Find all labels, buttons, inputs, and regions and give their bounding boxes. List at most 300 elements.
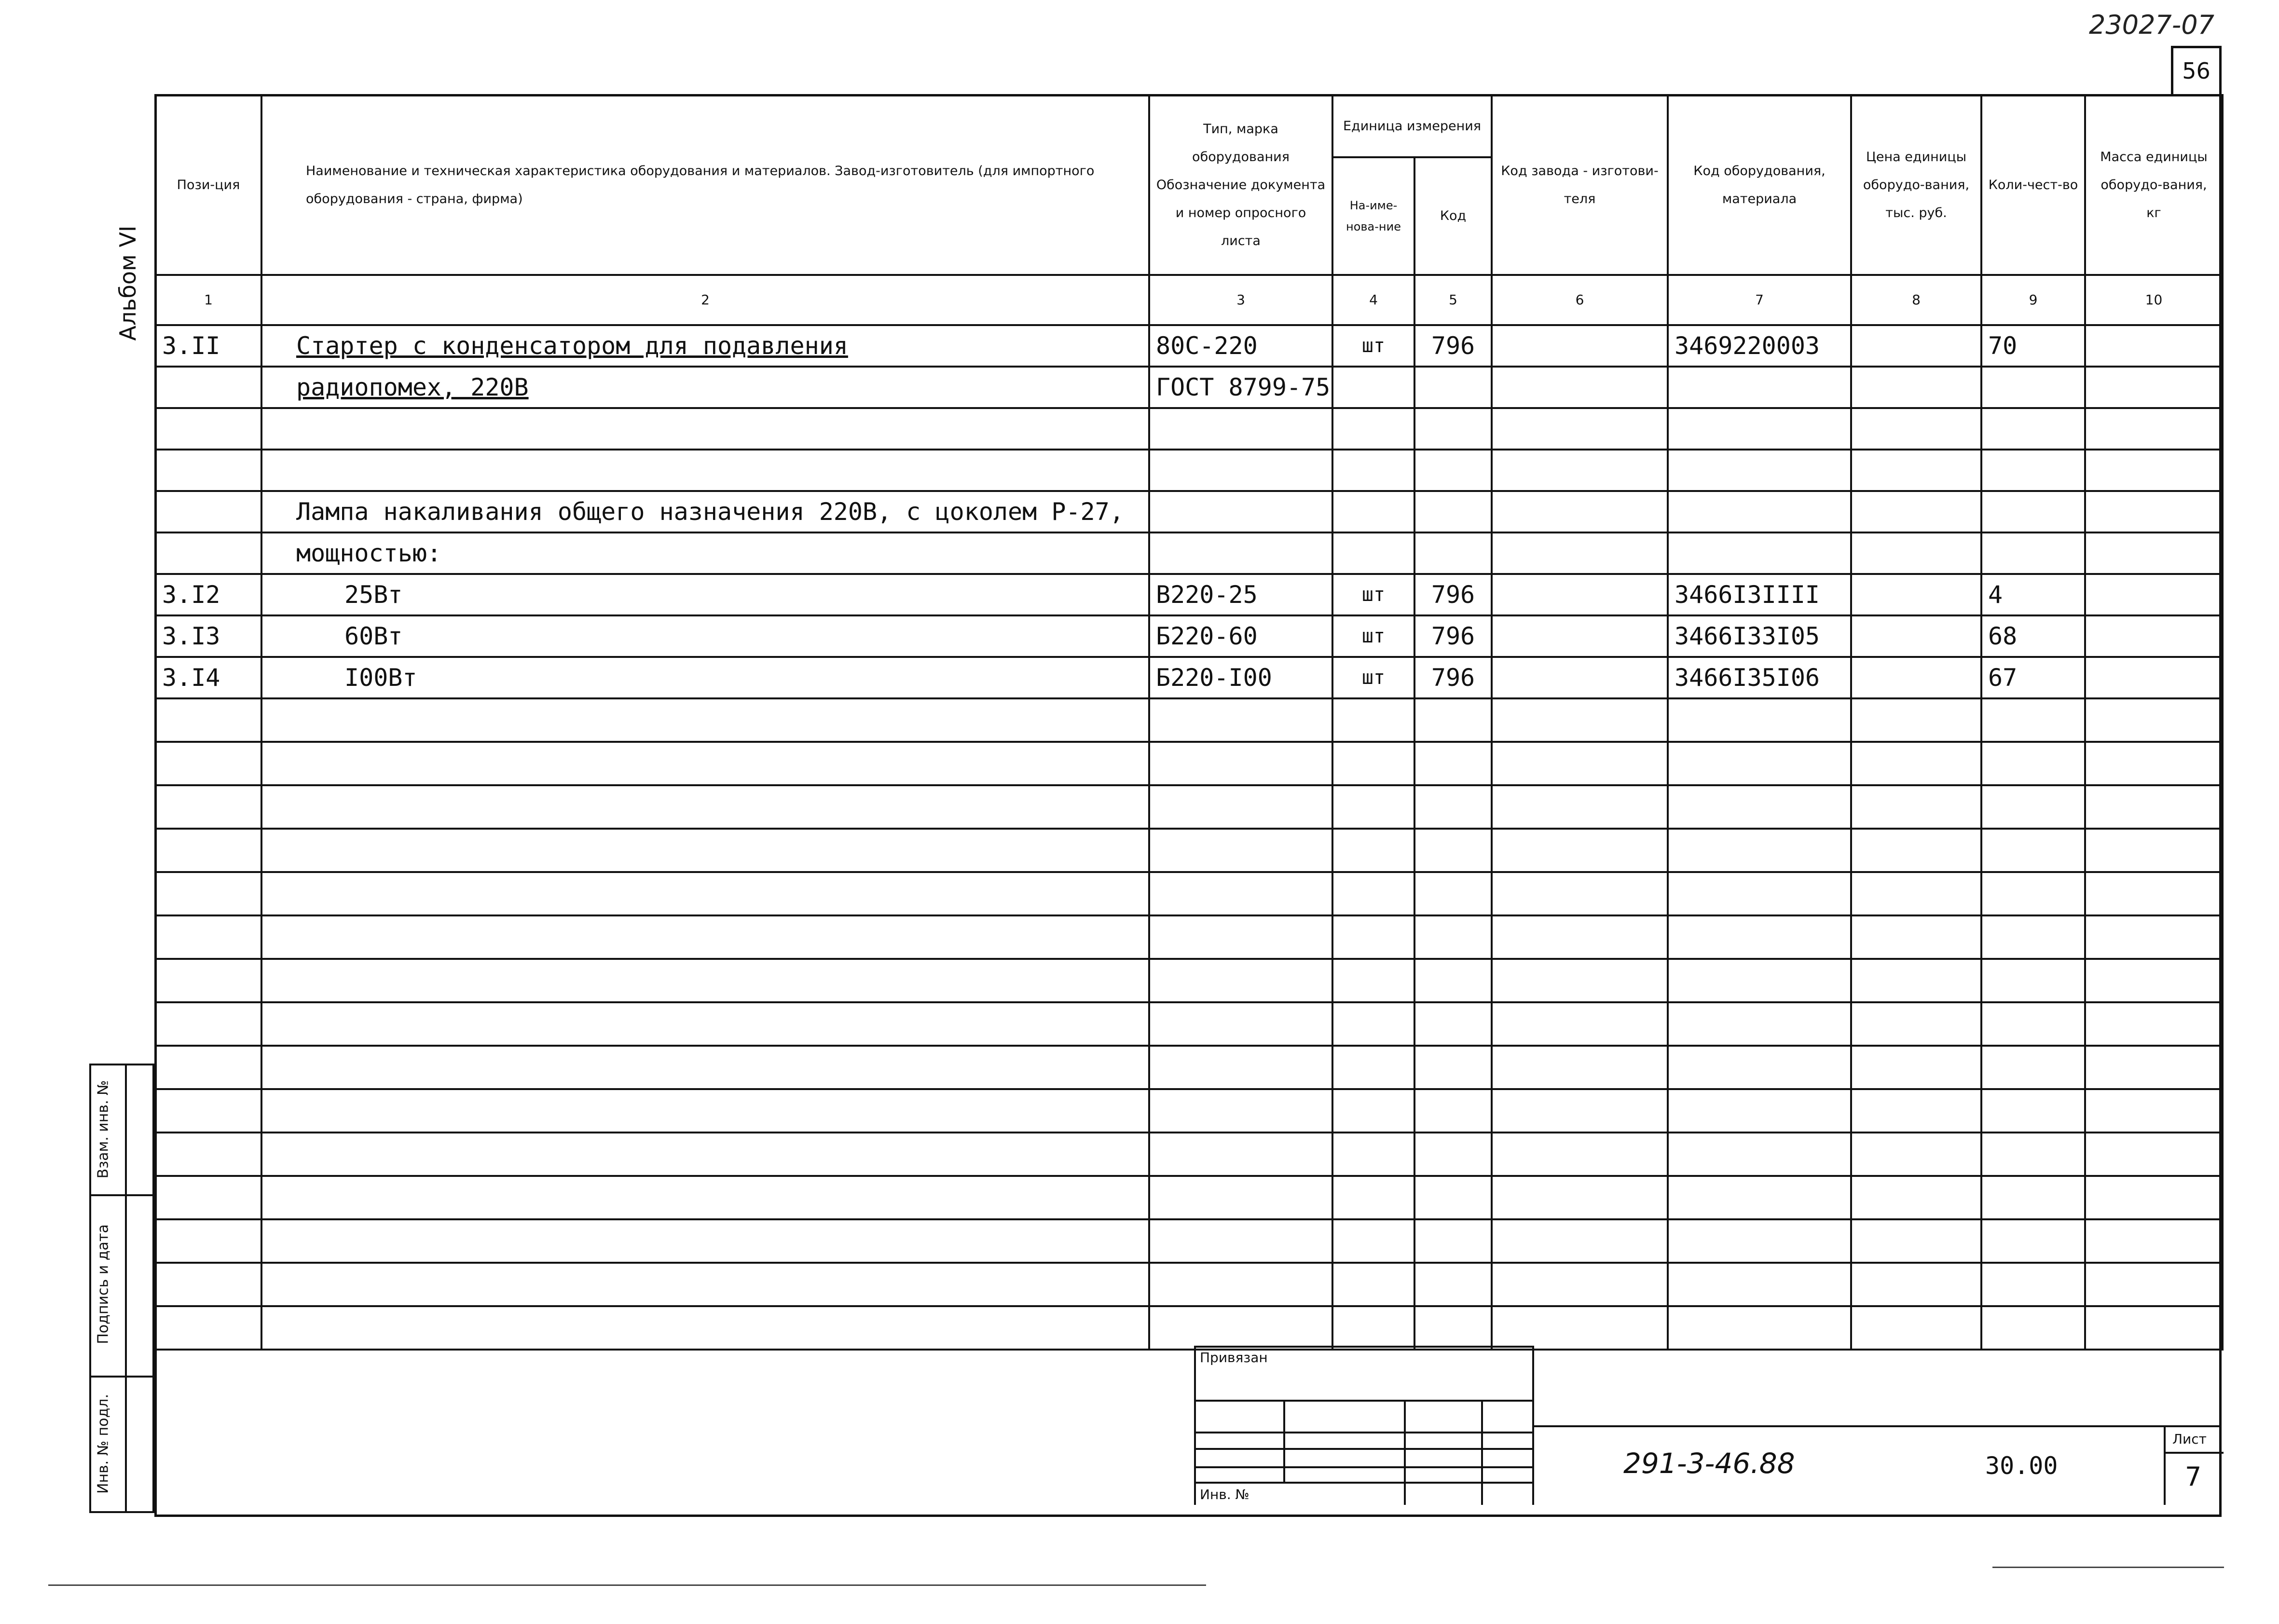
album-label: Альбом VI — [115, 225, 141, 341]
cell-empty — [1414, 872, 1492, 915]
cell-qty: 4 — [1981, 574, 2085, 615]
col-number: 10 — [2085, 275, 2223, 325]
cell-empty — [1981, 1219, 2085, 1263]
col-header-name: Наименование и техническая характеристика оборудования и материалов. Завод-изготовитель (для импортного оборудования - страна, фирма) — [261, 95, 1149, 275]
cell-empty — [1668, 959, 1851, 1002]
cell-mass — [2085, 408, 2223, 450]
cell-unit-code — [1414, 450, 1492, 491]
cell-empty — [1851, 785, 1981, 829]
cell-empty — [1149, 1133, 1332, 1176]
cell-empty — [155, 1176, 261, 1219]
cell-empty — [1332, 785, 1414, 829]
cell-empty — [1981, 829, 2085, 872]
cell-empty — [1668, 872, 1851, 915]
list-number: 7 — [2185, 1461, 2202, 1492]
cell-unit — [1332, 491, 1414, 532]
cell-empty — [1414, 742, 1492, 785]
table-row — [155, 532, 2223, 574]
cell-empty — [261, 959, 1149, 1002]
cell-empty — [155, 1002, 261, 1046]
cell-factory-code — [1492, 532, 1668, 574]
cell-empty — [1492, 1176, 1668, 1219]
cell-price — [1851, 615, 1981, 657]
cell-empty — [1414, 829, 1492, 872]
cell-mass — [2085, 491, 2223, 532]
cell-factory-code — [1492, 574, 1668, 615]
cell-mass — [2085, 615, 2223, 657]
privyazan-box — [1194, 1346, 1534, 1505]
cell-empty — [1149, 742, 1332, 785]
table-row-blank — [155, 872, 2223, 915]
cell-empty — [1668, 1089, 1851, 1133]
cell-unit-code — [1414, 408, 1492, 450]
cell-empty — [1851, 1089, 1981, 1133]
table-row — [155, 574, 2223, 615]
cell-type: 80С-220 — [1149, 325, 1332, 367]
cell-factory-code — [1492, 657, 1668, 698]
cell-empty — [155, 1219, 261, 1263]
cell-empty — [1332, 1133, 1414, 1176]
col-number: 5 — [1414, 275, 1492, 325]
margin-podpis — [89, 1194, 154, 1378]
cell-empty — [1981, 1089, 2085, 1133]
cell-name: Стартер с конденсатором для подавления — [261, 325, 1149, 367]
col-header-qty: Коли-чест-во — [1981, 95, 2085, 275]
cell-empty — [261, 872, 1149, 915]
table-row-blank — [155, 1133, 2223, 1176]
cell-empty — [1981, 915, 2085, 959]
cell-pos — [155, 367, 261, 408]
table-row-blank — [155, 1089, 2223, 1133]
cell-empty — [1414, 1306, 1492, 1350]
cell-empty — [261, 1306, 1149, 1350]
cell-mass — [2085, 532, 2223, 574]
cell-empty — [1668, 785, 1851, 829]
cell-empty — [1851, 872, 1981, 915]
cell-qty: 67 — [1981, 657, 2085, 698]
table-row-blank — [155, 915, 2223, 959]
cell-empty — [1149, 1002, 1332, 1046]
cell-type: Б220-60 — [1149, 615, 1332, 657]
cell-equip-code — [1668, 367, 1851, 408]
cell-empty — [155, 1046, 261, 1089]
sheet-number: 56 — [2182, 58, 2210, 84]
cell-equip-code: 3466I35I06 — [1668, 657, 1851, 698]
cell-qty — [1981, 532, 2085, 574]
cell-empty — [261, 1002, 1149, 1046]
cell-empty — [1668, 829, 1851, 872]
cell-unit-code: 796 — [1414, 657, 1492, 698]
cell-type — [1149, 491, 1332, 532]
cell-empty — [155, 829, 261, 872]
margin-inv-podl — [89, 1376, 154, 1513]
cell-price — [1851, 532, 1981, 574]
cell-empty — [1668, 1263, 1851, 1306]
cell-qty — [1981, 367, 2085, 408]
cell-pos — [155, 450, 261, 491]
col-number: 8 — [1851, 275, 1981, 325]
cell-empty — [1149, 1263, 1332, 1306]
col-number: 3 — [1149, 275, 1332, 325]
cell-empty — [1492, 1219, 1668, 1263]
table-row — [155, 408, 2223, 450]
cell-empty — [1414, 1176, 1492, 1219]
cell-empty — [2085, 1263, 2223, 1306]
table-row-blank — [155, 1046, 2223, 1089]
cell-empty — [261, 1133, 1149, 1176]
cell-empty — [1981, 1002, 2085, 1046]
cell-unit-code — [1414, 491, 1492, 532]
cell-empty — [1492, 1089, 1668, 1133]
cell-factory-code — [1492, 491, 1668, 532]
cell-name: Лампа накаливания общего назначения 220В, с цоколем Р-27, — [261, 491, 1149, 532]
table-row-blank — [155, 785, 2223, 829]
cell-empty — [155, 1133, 261, 1176]
cell-equip-code — [1668, 491, 1851, 532]
bottom-rule-right — [1992, 1567, 2224, 1568]
cell-unit — [1332, 450, 1414, 491]
col-number: 1 — [155, 275, 261, 325]
cell-empty — [1414, 959, 1492, 1002]
cell-empty — [1149, 959, 1332, 1002]
doc-code: 291-3-46.88 — [1623, 1447, 1795, 1480]
cell-pos: 3.I2 — [155, 574, 261, 615]
table-row — [155, 325, 2223, 367]
col-number: 2 — [261, 275, 1149, 325]
cell-empty — [261, 1263, 1149, 1306]
cell-empty — [1981, 1046, 2085, 1089]
cell-empty — [2085, 1306, 2223, 1350]
cell-mass — [2085, 325, 2223, 367]
cell-qty — [1981, 408, 2085, 450]
cell-empty — [1149, 1089, 1332, 1133]
cell-empty — [155, 742, 261, 785]
cell-equip-code — [1668, 450, 1851, 491]
cell-empty — [1332, 1306, 1414, 1350]
cell-unit — [1332, 532, 1414, 574]
cell-equip-code: 3466I33I05 — [1668, 615, 1851, 657]
cell-type: В220-25 — [1149, 574, 1332, 615]
cell-unit-code — [1414, 367, 1492, 408]
cell-empty — [1492, 959, 1668, 1002]
margin-vzam-label: Взам. инв. № — [95, 1080, 112, 1179]
cell-empty — [1668, 698, 1851, 742]
cell-factory-code — [1492, 450, 1668, 491]
cell-empty — [261, 1089, 1149, 1133]
cell-price — [1851, 450, 1981, 491]
cell-empty — [1332, 698, 1414, 742]
cell-empty — [1492, 1263, 1668, 1306]
cell-empty — [1851, 959, 1981, 1002]
cell-equip-code: 3469220003 — [1668, 325, 1851, 367]
cell-pos — [155, 532, 261, 574]
cell-equip-code: 3466I3IIII — [1668, 574, 1851, 615]
col-number: 9 — [1981, 275, 2085, 325]
cell-empty — [2085, 1089, 2223, 1133]
table-row — [155, 491, 2223, 532]
cell-price — [1851, 367, 1981, 408]
col-header-factory-code: Код завода - изготови-теля — [1492, 95, 1668, 275]
cell-unit: шт — [1332, 325, 1414, 367]
column-numbers-row — [155, 275, 2223, 325]
cell-pos: 3.II — [155, 325, 261, 367]
cell-empty — [1414, 698, 1492, 742]
cell-empty — [1668, 742, 1851, 785]
cell-empty — [1149, 829, 1332, 872]
cell-empty — [1981, 1176, 2085, 1219]
album-label-wrap — [104, 203, 152, 362]
cell-empty — [1668, 1176, 1851, 1219]
cell-unit-code — [1414, 532, 1492, 574]
cell-empty — [1332, 1219, 1414, 1263]
cell-empty — [1149, 1219, 1332, 1263]
doc-section: 30.00 — [1985, 1452, 2058, 1480]
cell-empty — [261, 785, 1149, 829]
specification-table — [154, 94, 2224, 1351]
cell-price — [1851, 574, 1981, 615]
cell-empty — [1851, 829, 1981, 872]
cell-mass — [2085, 450, 2223, 491]
cell-price — [1851, 325, 1981, 367]
cell-empty — [1492, 829, 1668, 872]
cell-empty — [1981, 1263, 2085, 1306]
cell-qty — [1981, 491, 2085, 532]
cell-qty — [1981, 450, 2085, 491]
list-box — [2164, 1425, 2222, 1505]
cell-name: I00Вт — [261, 657, 1149, 698]
cell-empty — [1332, 1046, 1414, 1089]
cell-empty — [155, 1263, 261, 1306]
table-row-blank — [155, 698, 2223, 742]
cell-unit-code: 796 — [1414, 325, 1492, 367]
cell-empty — [1414, 1219, 1492, 1263]
table-row-blank — [155, 742, 2223, 785]
cell-unit: шт — [1332, 574, 1414, 615]
cell-empty — [1414, 785, 1492, 829]
cell-empty — [1668, 1002, 1851, 1046]
cell-empty — [1981, 1133, 2085, 1176]
cell-empty — [1981, 959, 2085, 1002]
cell-empty — [1851, 1306, 1981, 1350]
cell-empty — [155, 1089, 261, 1133]
cell-empty — [2085, 1176, 2223, 1219]
cell-type — [1149, 532, 1332, 574]
cell-type — [1149, 408, 1332, 450]
cell-empty — [1332, 872, 1414, 915]
table-row-blank — [155, 1306, 2223, 1350]
cell-unit: шт — [1332, 615, 1414, 657]
margin-podpis-label: Подпись и дата — [95, 1224, 112, 1344]
cell-empty — [1981, 785, 2085, 829]
col-number: 6 — [1492, 275, 1668, 325]
cell-empty — [261, 915, 1149, 959]
col-number: 7 — [1668, 275, 1851, 325]
bottom-rule — [48, 1584, 1206, 1586]
cell-empty — [155, 785, 261, 829]
margin-vzam — [89, 1064, 154, 1196]
cell-empty — [1668, 915, 1851, 959]
col-header-equip-code: Код оборудования, материала — [1668, 95, 1851, 275]
table-row-blank — [155, 1002, 2223, 1046]
cell-factory-code — [1492, 408, 1668, 450]
cell-empty — [1332, 1176, 1414, 1219]
cell-empty — [1414, 1002, 1492, 1046]
cell-empty — [155, 915, 261, 959]
cell-empty — [2085, 829, 2223, 872]
cell-name — [261, 408, 1149, 450]
cell-empty — [1492, 785, 1668, 829]
cell-pos — [155, 408, 261, 450]
cell-type: ГОСТ 8799-75 — [1149, 367, 1332, 408]
table-row — [155, 657, 2223, 698]
cell-empty — [1492, 872, 1668, 915]
cell-empty — [1149, 698, 1332, 742]
cell-empty — [1668, 1046, 1851, 1089]
cell-type — [1149, 450, 1332, 491]
cell-empty — [1492, 1133, 1668, 1176]
cell-empty — [261, 1219, 1149, 1263]
cell-unit — [1332, 367, 1414, 408]
cell-empty — [1414, 915, 1492, 959]
cell-empty — [1492, 915, 1668, 959]
table-row-blank — [155, 1219, 2223, 1263]
cell-unit — [1332, 408, 1414, 450]
table-body — [155, 325, 2223, 1350]
cell-empty — [155, 872, 261, 915]
cell-mass — [2085, 367, 2223, 408]
cell-empty — [2085, 785, 2223, 829]
cell-empty — [1851, 1133, 1981, 1176]
title-block — [1194, 1346, 2222, 1505]
cell-pos: 3.I4 — [155, 657, 261, 698]
cell-empty — [1851, 1219, 1981, 1263]
margin-inv-podl-label: Инв. № подл. — [95, 1394, 112, 1494]
corner-code: 23027-07 — [2089, 10, 2214, 40]
cell-empty — [2085, 698, 2223, 742]
cell-empty — [1414, 1046, 1492, 1089]
cell-empty — [2085, 872, 2223, 915]
table-row — [155, 450, 2223, 491]
cell-name: 25Вт — [261, 574, 1149, 615]
cell-empty — [2085, 915, 2223, 959]
cell-pos — [155, 491, 261, 532]
cell-empty — [1332, 1002, 1414, 1046]
cell-empty — [2085, 1219, 2223, 1263]
cell-empty — [1668, 1133, 1851, 1176]
table-row-blank — [155, 959, 2223, 1002]
col-header-unit-group: Единица измерения — [1332, 95, 1492, 157]
col-header-type: Тип, марка оборудования Обозначение документа и номер опросного листа — [1149, 95, 1332, 275]
cell-empty — [261, 742, 1149, 785]
cell-empty — [1851, 1046, 1981, 1089]
table-row-blank — [155, 1176, 2223, 1219]
cell-empty — [1149, 915, 1332, 959]
privyazan-label: Привязан — [1200, 1350, 1268, 1365]
cell-empty — [155, 1306, 261, 1350]
cell-empty — [1668, 1306, 1851, 1350]
cell-empty — [1332, 959, 1414, 1002]
cell-factory-code — [1492, 367, 1668, 408]
cell-empty — [2085, 959, 2223, 1002]
cell-mass — [2085, 657, 2223, 698]
cell-factory-code — [1492, 325, 1668, 367]
col-header-unit-name: На-име-нова-ние — [1332, 157, 1414, 275]
cell-equip-code — [1668, 408, 1851, 450]
cell-empty — [1981, 1306, 2085, 1350]
cell-empty — [1851, 698, 1981, 742]
cell-price — [1851, 657, 1981, 698]
cell-empty — [2085, 742, 2223, 785]
table-row-blank — [155, 1263, 2223, 1306]
cell-name: 60Вт — [261, 615, 1149, 657]
cell-empty — [1332, 829, 1414, 872]
cell-factory-code — [1492, 615, 1668, 657]
cell-empty — [1981, 872, 2085, 915]
cell-empty — [1149, 785, 1332, 829]
cell-empty — [1149, 1176, 1332, 1219]
inv-no-label: Инв. № — [1200, 1487, 1249, 1502]
cell-empty — [1851, 915, 1981, 959]
cell-empty — [1332, 915, 1414, 959]
col-number: 4 — [1332, 275, 1414, 325]
cell-empty — [1414, 1133, 1492, 1176]
cell-price — [1851, 408, 1981, 450]
cell-empty — [1332, 742, 1414, 785]
cell-empty — [261, 1176, 1149, 1219]
cell-empty — [1149, 1306, 1332, 1350]
cell-empty — [1492, 742, 1668, 785]
cell-empty — [1851, 1002, 1981, 1046]
cell-unit-code: 796 — [1414, 574, 1492, 615]
cell-name: мощностью: — [261, 532, 1149, 574]
cell-empty — [155, 698, 261, 742]
cell-empty — [1492, 698, 1668, 742]
cell-name: радиопомех, 220В — [261, 367, 1149, 408]
cell-unit: шт — [1332, 657, 1414, 698]
cell-empty — [1414, 1263, 1492, 1306]
cell-empty — [1149, 1046, 1332, 1089]
cell-empty — [1332, 1089, 1414, 1133]
cell-empty — [1668, 1219, 1851, 1263]
cell-pos: 3.I3 — [155, 615, 261, 657]
cell-qty: 70 — [1981, 325, 2085, 367]
cell-empty — [1492, 1002, 1668, 1046]
table-row — [155, 615, 2223, 657]
cell-empty — [1851, 1263, 1981, 1306]
cell-empty — [1981, 698, 2085, 742]
cell-empty — [155, 959, 261, 1002]
cell-unit-code: 796 — [1414, 615, 1492, 657]
cell-mass — [2085, 574, 2223, 615]
cell-empty — [261, 698, 1149, 742]
list-label: Лист — [2172, 1431, 2207, 1447]
cell-empty — [1981, 742, 2085, 785]
cell-equip-code — [1668, 532, 1851, 574]
cell-type: Б220-I00 — [1149, 657, 1332, 698]
col-header-mass: Масса единицы оборудо-вания, кг — [2085, 95, 2223, 275]
header-row — [155, 95, 2223, 157]
cell-empty — [261, 829, 1149, 872]
cell-empty — [1149, 872, 1332, 915]
cell-qty: 68 — [1981, 615, 2085, 657]
cell-empty — [1851, 742, 1981, 785]
table-row — [155, 367, 2223, 408]
cell-name — [261, 450, 1149, 491]
cell-empty — [2085, 1002, 2223, 1046]
cell-empty — [261, 1046, 1149, 1089]
cell-empty — [2085, 1046, 2223, 1089]
sheet-number-box — [2171, 46, 2222, 94]
